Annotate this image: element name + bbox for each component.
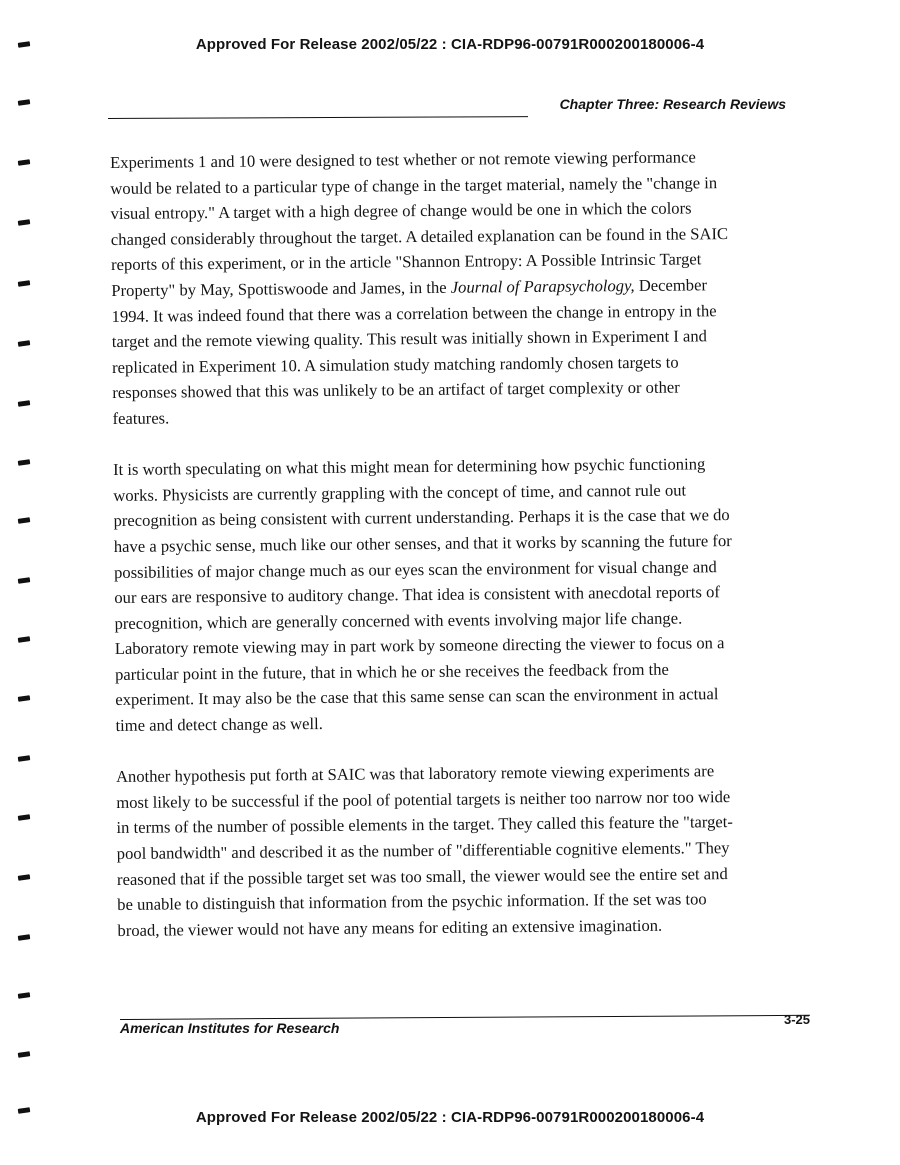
paragraph-speculation: It is worth speculating on what this might mean for determining how psychic functioning works. Physicists are currently grappling with the concept of time, and cannot rule out precognition as being consistent with current understanding. Perhaps it is the case that we do have a psychic sense, much like our other senses, and that it works by scanning the future for possibilities of major change much as our eyes scan the environment for visual change and our ears are responsive to auditory change. That idea is consistent with anecdotal reports of precognition, which are generally concerned with events involving major life change. Laboratory remote viewing may in part work by someone directing the viewer to focus on a particular point in the future, that in which he or she receives the feedback from the experiment. It may also be the case that this same sense can scan the environment in actual time and detect change as well. xyxy=(112,454,732,736)
journal-title: Journal of Parapsychology, xyxy=(450,275,635,297)
paragraph-entropy xyxy=(110,143,803,431)
paragraph-bandwidth: Another hypothesis put forth at SAIC was that laboratory remote viewing experiments are most likely to be successful if the pool of potential targets is neither too narrow nor too wide in terms of the number of possible elements in the target. They called this feature the "target- pool bandwidth" and described it as the number of "differentiable cognitive elements." They reasoned that if the possible target set was too small, the viewer would see the entire set and be unable to distinguish that information from the psychic information. If the set was too broad, the viewer would not have any means for editing an extensive imagination. xyxy=(115,761,733,940)
running-header xyxy=(108,96,786,122)
punch-mark xyxy=(18,400,31,407)
punch-mark xyxy=(18,874,31,881)
punch-mark xyxy=(18,340,31,347)
page-number: 3-25 xyxy=(783,1012,810,1027)
punch-mark xyxy=(18,99,31,106)
punch-mark xyxy=(18,755,31,762)
punch-mark xyxy=(18,517,31,524)
body-text xyxy=(110,143,808,943)
footer-organization: American Institutes for Research xyxy=(120,1020,340,1036)
punch-mark xyxy=(18,695,31,702)
paragraph-entropy-part-1: Experiments 1 and 10 were designed to test whether or not remote viewing performance would be related to a particular type of change in the target material, namely the "change in visual entropy." A target with a high degree of change would be one in which the colors changed considerably throughout the target. A detailed explanation can be found in the SAIC reports of this experiment, or in the article "Shannon Entropy: A Possible Intrinsic Target Property" by May, Spottiswoode and James, in the xyxy=(110,147,729,300)
punch-mark xyxy=(18,577,31,584)
punch-mark xyxy=(18,1051,31,1058)
punch-mark xyxy=(18,636,31,643)
punch-mark xyxy=(18,219,31,226)
punch-mark xyxy=(18,459,31,466)
punch-mark xyxy=(18,992,31,999)
chapter-title: Chapter Three: Research Reviews xyxy=(559,96,786,112)
paragraph-entropy-part-2: December 1994. It was indeed found that there was a correlation between the change in entropy in the target and the remote viewing quality. This result was initially shown in Experiment I and replicated in Experiment 10. A simulation study matching randomly chosen targets to responses showed that this was unlikely to be an artifact of target complexity or other features. xyxy=(111,275,717,428)
punch-mark xyxy=(18,814,31,821)
release-stamp-bottom: Approved For Release 2002/05/22 : CIA-RDP96-00791R000200180006-4 xyxy=(195,1109,705,1126)
punch-mark xyxy=(18,280,31,287)
header-rule xyxy=(108,116,528,119)
running-footer xyxy=(120,1010,810,1040)
release-stamp-top: Approved For Release 2002/05/22 : CIA-RDP96-00791R000200180006-4 xyxy=(195,36,705,53)
punch-hole-marks xyxy=(0,0,40,1165)
punch-mark xyxy=(18,159,31,166)
punch-mark xyxy=(18,934,31,941)
